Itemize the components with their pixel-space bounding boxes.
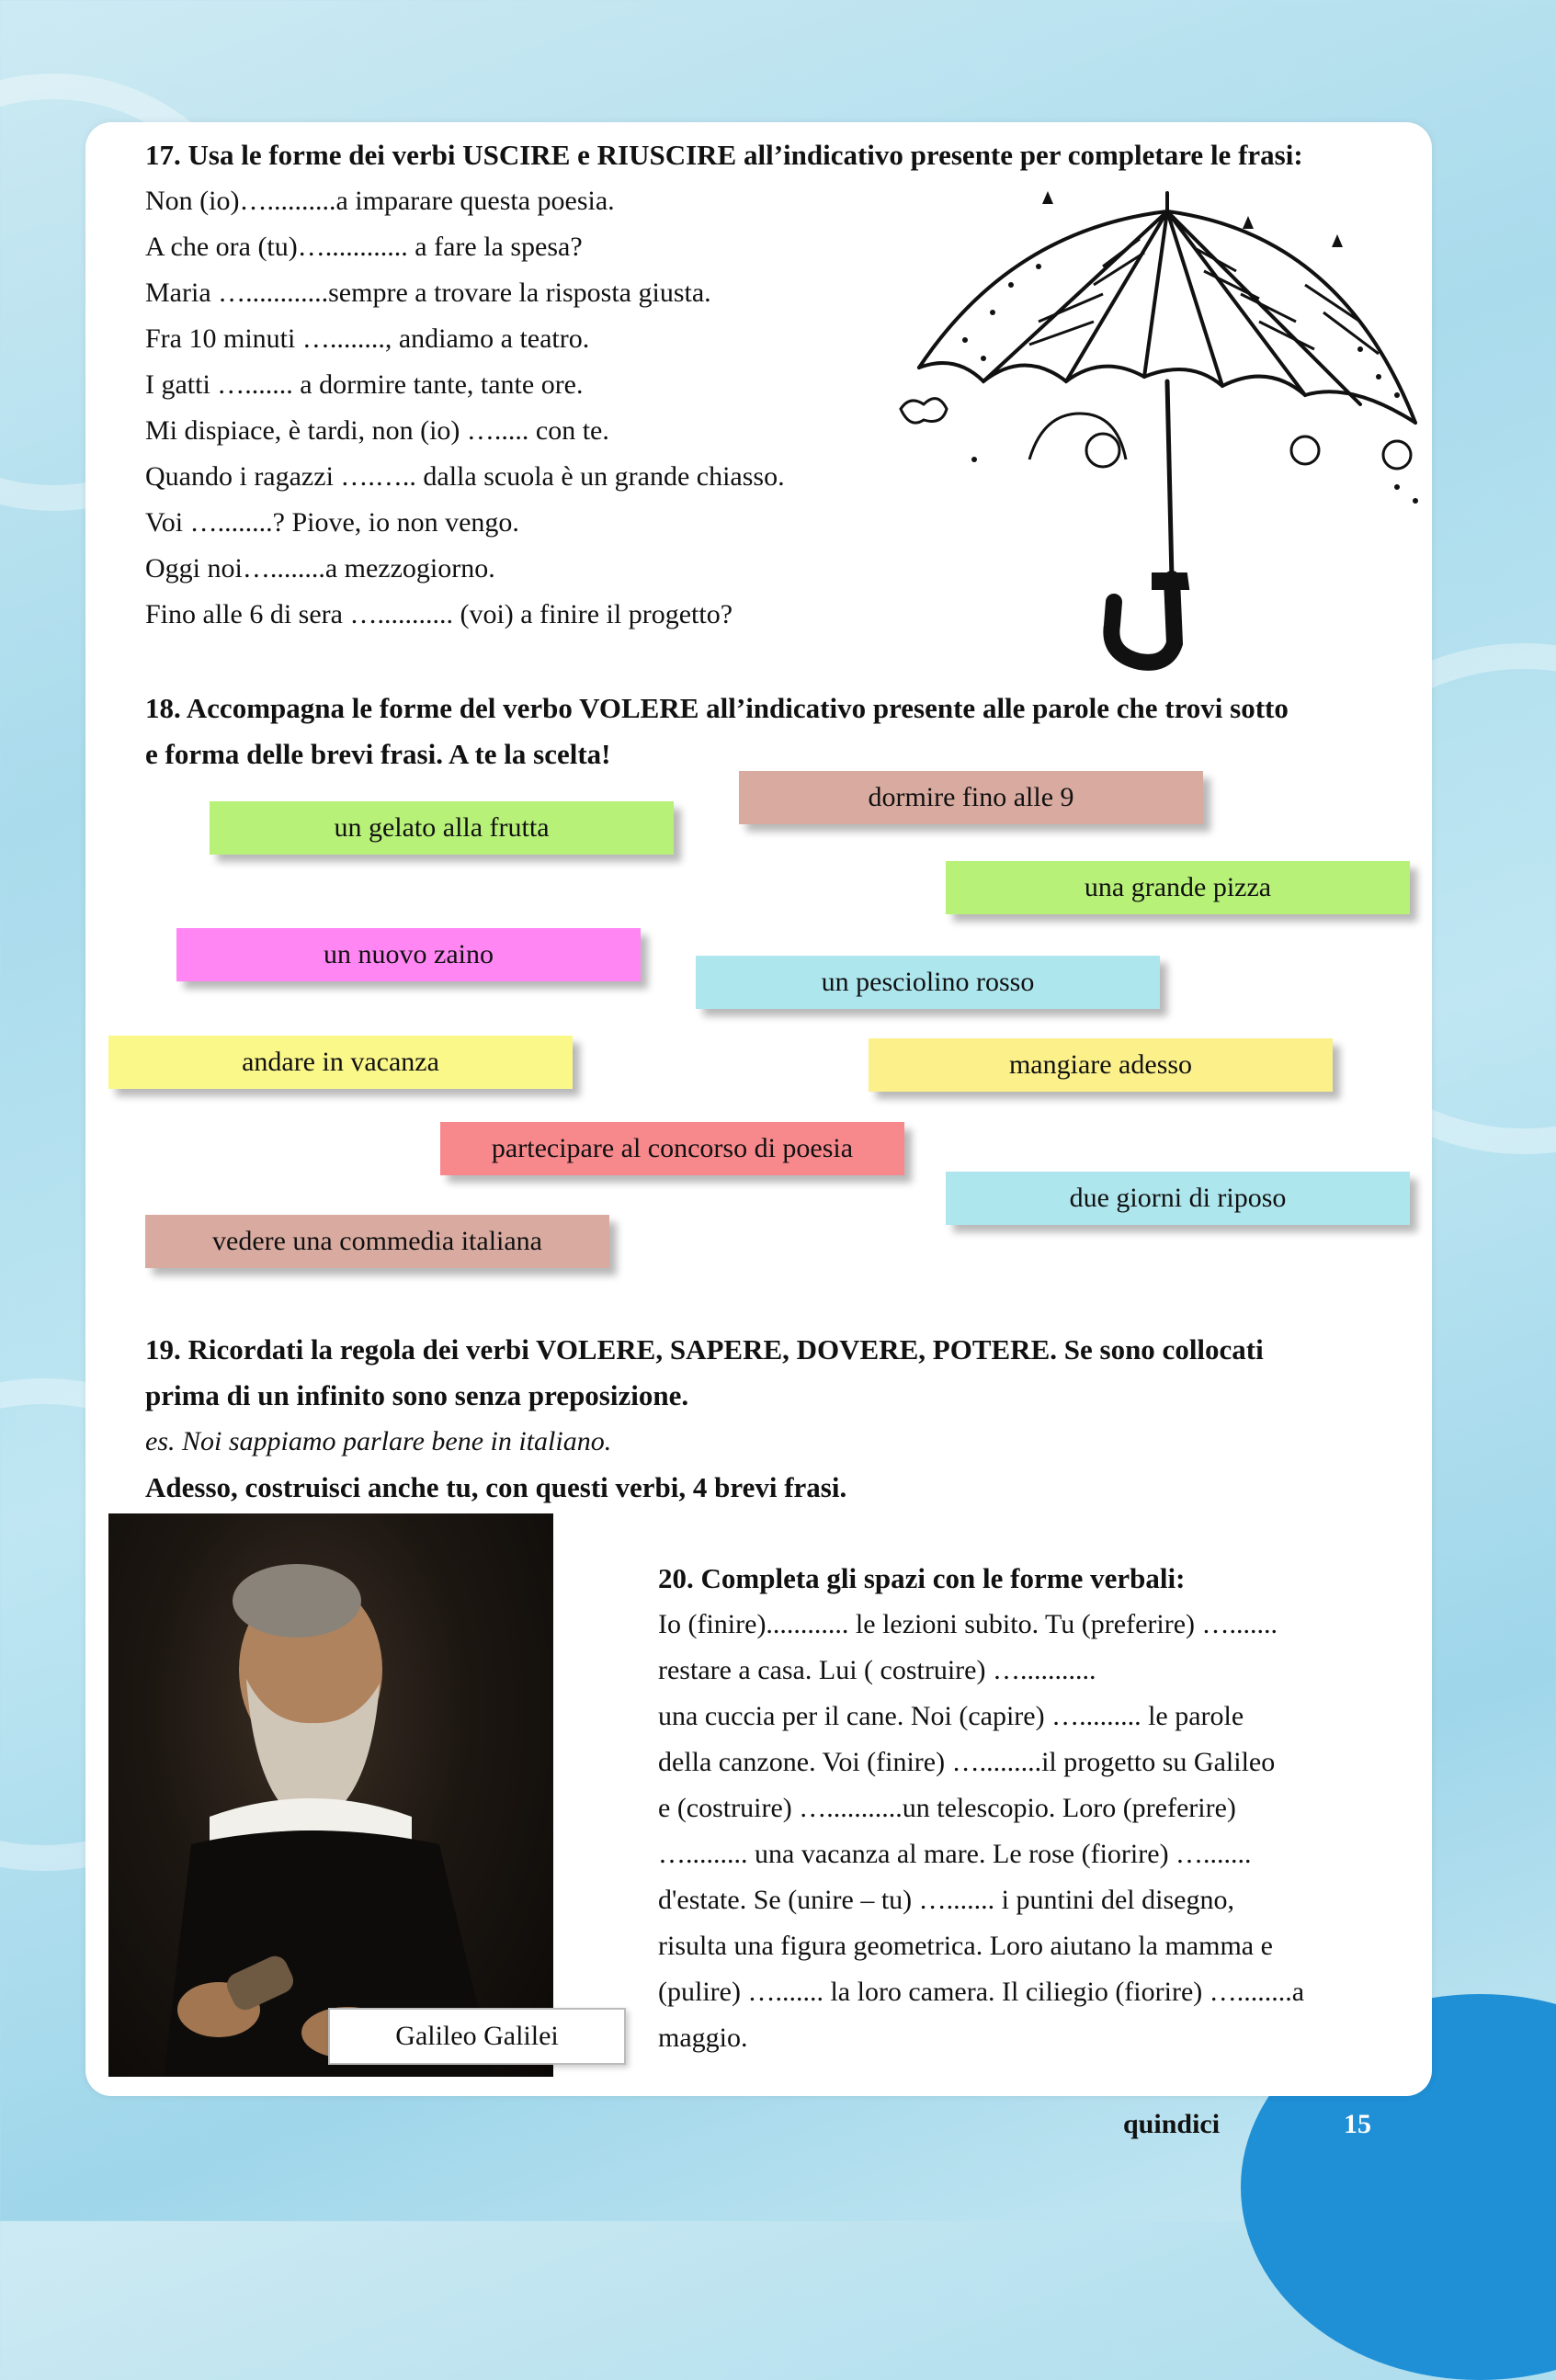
phrase-chip: dormire fino alle 9 — [739, 771, 1203, 824]
exercise-line: d'estate. Se (unire – tu) …....... i puntini del disegno, — [658, 1885, 1234, 1915]
exercise-18-title — [145, 686, 1289, 777]
phrase-chip: mangiare adesso — [869, 1038, 1333, 1092]
exercise-line: I gatti …....... a dormire tante, tante ore. — [145, 369, 584, 400]
exercise-line: una cuccia per il cane. Noi (capire) …......... le parole — [658, 1701, 1244, 1731]
phrase-chip: un pesciolino rosso — [696, 956, 1160, 1009]
exercise-line: Fra 10 minuti …........, andiamo a teatro. — [145, 323, 590, 354]
exercise-line: Oggi noi…........a mezzogiorno. — [145, 553, 495, 584]
portrait-illustration — [108, 1513, 553, 2077]
exercise-line: Quando i ragazzi ….….. dalla scuola è un grande chiasso. — [145, 461, 785, 492]
exercise-line: Maria …............sempre a trovare la risposta giusta. — [145, 278, 711, 308]
exercise-20 — [658, 1556, 1304, 2061]
exercise-19-title-line: prima di un infinito sono senza preposizione. — [145, 1379, 689, 1411]
phrase-chip: un gelato alla frutta — [210, 801, 674, 855]
umbrella-illustration — [827, 184, 1434, 680]
phrase-chip: vedere una commedia italiana — [145, 1215, 609, 1268]
exercise-line: A che ora (tu)…............ a fare la spesa? — [145, 232, 583, 262]
portrait-caption: Galileo Galilei — [328, 2008, 626, 2065]
exercise-19-title-line: 19. Ricordati la regola dei verbi VOLERE, SAPERE, DOVERE, POTERE. Se sono collocati — [145, 1333, 1264, 1366]
phrase-chip: andare in vacanza — [108, 1036, 573, 1089]
exercise-line: risulta una figura geometrica. Loro aiutano la mamma e — [658, 1931, 1273, 1961]
exercise-19-instruction: Adesso, costruisci anche tu, con questi verbi, 4 brevi frasi. — [145, 1471, 847, 1503]
exercise-18-title-line: 18. Accompagna le forme del verbo VOLERE all’indicativo presente alle parole che trovi sotto — [145, 692, 1289, 724]
exercise-20-title: 20. Completa gli spazi con le forme verbali: — [658, 1562, 1186, 1594]
exercise-line: della canzone. Voi (finire) ….........il progetto su Galileo — [658, 1747, 1276, 1777]
exercise-line: …......... una vacanza al mare. Le rose (fiorire) …....... — [658, 1839, 1252, 1869]
galileo-portrait — [108, 1513, 553, 2077]
exercise-19 — [145, 1327, 1264, 1511]
exercise-line: Mi dispiace, è tardi, non (io) …..... con te. — [145, 415, 609, 446]
exercise-line: restare a casa. Lui ( costruire) …........... — [658, 1655, 1096, 1685]
exercise-18-title-line: e forma delle brevi frasi. A te la scelta! — [145, 738, 611, 770]
exercise-19-example: es. Noi sappiamo parlare bene in italiano. — [145, 1426, 612, 1456]
exercise-line: maggio. — [658, 2023, 748, 2053]
page-word: quindici — [1123, 2109, 1221, 2139]
exercise-line: Voi …........? Piove, io non vengo. — [145, 507, 519, 538]
exercise-17-title: 17. Usa le forme dei verbi USCIRE e RIUSCIRE all’indicativo presente per completare le frasi: — [145, 139, 1303, 171]
exercise-17-lines — [145, 178, 785, 638]
page-number: 15 — [1344, 2109, 1371, 2139]
phrase-chip: partecipare al concorso di poesia — [440, 1122, 904, 1175]
exercise-line: Io (finire)............ le lezioni subito. Tu (preferire) …....... — [658, 1609, 1278, 1639]
phrase-chip: una grande pizza — [946, 861, 1410, 914]
exercise-line: (pulire) …....... la loro camera. Il ciliegio (fiorire) …........a — [658, 1977, 1305, 2007]
exercise-line: e (costruire) …...........un telescopio. Loro (preferire) — [658, 1793, 1236, 1823]
exercise-line: Fino alle 6 di sera …........... (voi) a finire il progetto? — [145, 599, 733, 629]
exercise-line: Non (io)…..........a imparare questa poesia. — [145, 186, 615, 216]
phrase-chip: due giorni di riposo — [946, 1172, 1410, 1225]
phrase-chip: un nuovo zaino — [176, 928, 641, 981]
